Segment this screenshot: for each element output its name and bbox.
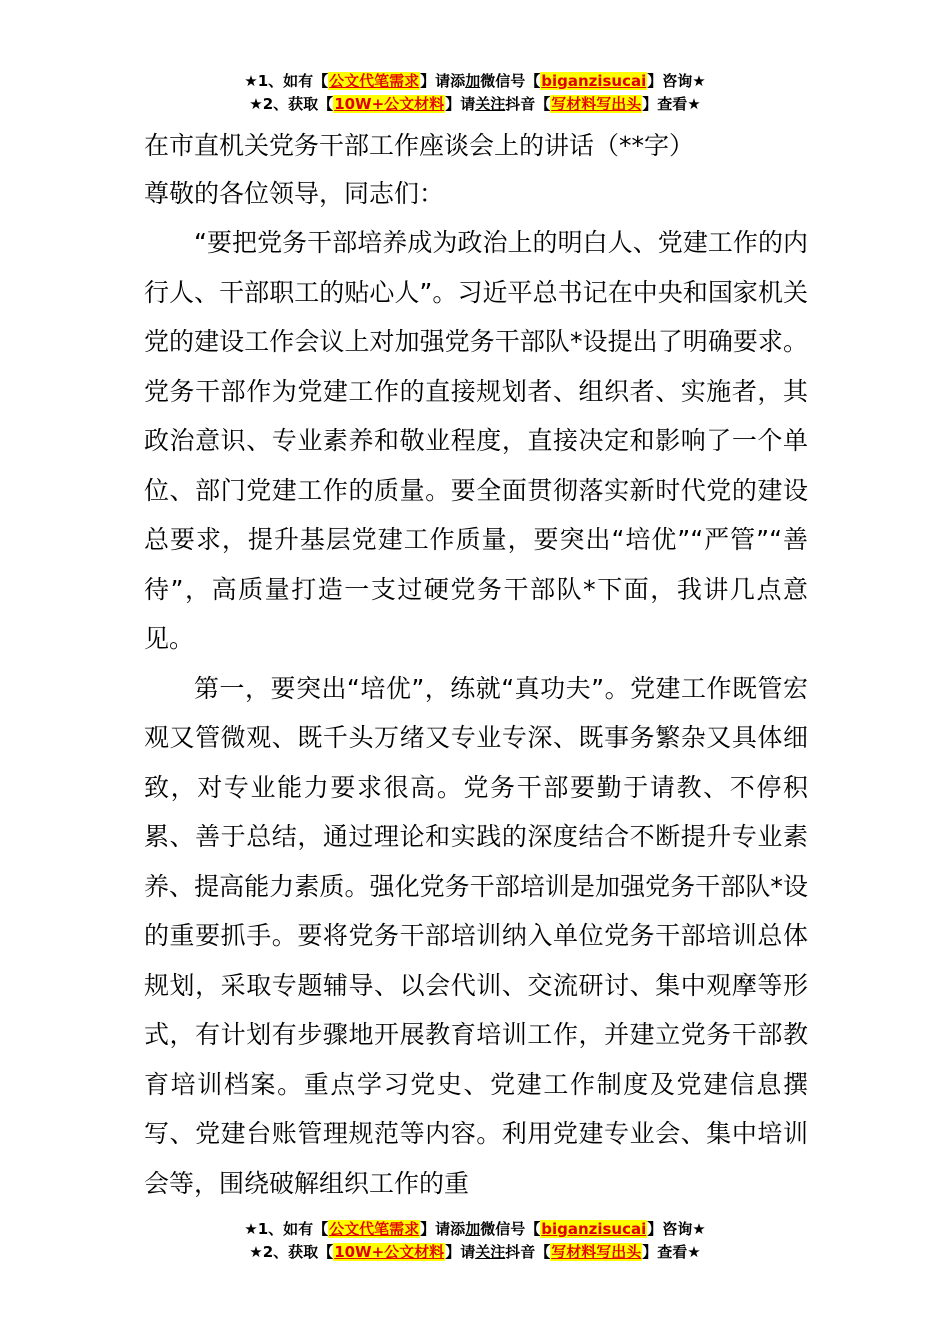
document-body bbox=[144, 122, 808, 1208]
ad-highlight: 公文代笔需求 bbox=[329, 1220, 420, 1238]
ad-banner-top bbox=[0, 70, 950, 116]
ad-highlight: 10W+公文材料 bbox=[334, 1243, 445, 1261]
ad-emphasis: 关注 bbox=[475, 95, 506, 113]
ad-line-2 bbox=[0, 1241, 950, 1264]
ad-douyin-account: 写材料写出头 bbox=[551, 1243, 642, 1261]
ad-text: ★2、获取【 bbox=[249, 1243, 334, 1261]
ad-wechat-id: biganzisucai bbox=[541, 1220, 647, 1238]
ad-text: 】咨询★ bbox=[647, 1220, 706, 1238]
ad-emphasis: 加 bbox=[465, 1220, 481, 1238]
ad-text: 】查看★ bbox=[642, 95, 701, 113]
salutation: 尊敬的各位领导，同志们： bbox=[144, 179, 445, 208]
ad-line-1 bbox=[0, 1218, 950, 1241]
ad-text: ★2、获取【 bbox=[249, 95, 334, 113]
ad-text: 】请 bbox=[445, 95, 476, 113]
paragraph-1: “要把党务干部培养成为政治上的明白人、党建工作的内行人、干部职工的贴心人”。习近平总书记在中央和国家机关党的建设工作会议上对加强党务干部队*设提出了明确要求。党务干部作为党建工作的直接规划者、组织者、实施者，其政治意识、专业素养和敬业程度，直接决定和影响了一个单位、部门党建工作的质量。要全面贯彻落实新时代党的建设总要求，提升基层党建工作质量，要突出“培优”“严管”“善待”，高质量打造一支过硬党务干部队*下面，我讲几点意见。 bbox=[144, 228, 808, 653]
ad-highlight: 公文代笔需求 bbox=[329, 72, 420, 90]
ad-text: 抖音【 bbox=[505, 1243, 551, 1261]
ad-emphasis: 关注 bbox=[475, 1243, 506, 1261]
ad-line-2 bbox=[0, 93, 950, 116]
paragraph-2: 第一，要突出“培优”，练就“真功夫”。党建工作既管宏观又管微观、既千头万绪又专业专深、既事务繁杂又具体细致，对专业能力要求很高。党务干部要勤于请教、不停积累、善于总结，通过理论和实践的深度结合不断提升专业素养、提高能力素质。强化党务干部培训是加强党务干部队*设的重要抓手。要将党务干部培训纳入单位党务干部培训总体规划，采取专题辅导、以会代训、交流研讨、集中观摩等形式，有计划有步骤地开展教育培训工作，并建立党务干部教育培训档案。重点学习党史、党建工作制度及党建信息撰写、党建台账管理规范等内容。利用党建专业会、集中培训会等，围绕破解组织工作的重 bbox=[144, 673, 808, 1198]
ad-text: 】请添 bbox=[420, 72, 466, 90]
ad-text: 】查看★ bbox=[642, 1243, 701, 1261]
ad-text: 】咨询★ bbox=[647, 72, 706, 90]
ad-text: ★1、如有【 bbox=[244, 72, 329, 90]
ad-emphasis: 加 bbox=[465, 72, 481, 90]
ad-highlight: 10W+公文材料 bbox=[334, 95, 445, 113]
ad-text: 】请 bbox=[445, 1243, 476, 1261]
ad-text: ★1、如有【 bbox=[244, 1220, 329, 1238]
ad-text: 微信号【 bbox=[480, 72, 541, 90]
ad-line-1 bbox=[0, 70, 950, 93]
ad-text: 抖音【 bbox=[505, 95, 551, 113]
ad-text: 】请添 bbox=[420, 1220, 466, 1238]
ad-text: 微信号【 bbox=[480, 1220, 541, 1238]
ad-douyin-account: 写材料写出头 bbox=[551, 95, 642, 113]
ad-banner-bottom bbox=[0, 1218, 950, 1264]
ad-wechat-id: biganzisucai bbox=[541, 72, 647, 90]
document-title: 在市直机关党务干部工作座谈会上的讲话（**字） bbox=[144, 131, 695, 160]
